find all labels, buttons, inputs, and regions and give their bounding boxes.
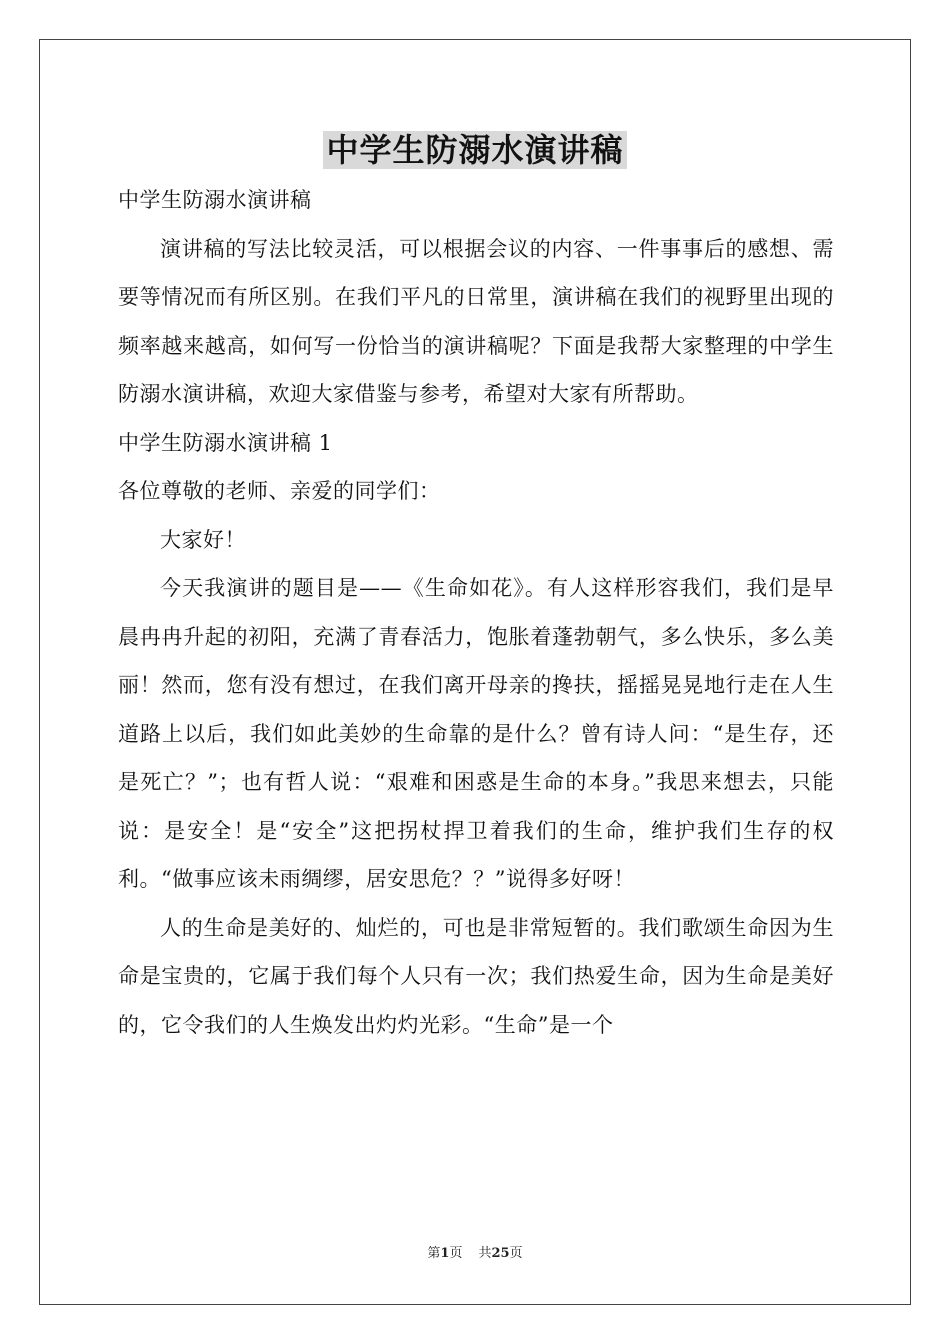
document-body <box>118 176 834 1049</box>
greeting-paragraph: 大家好！ <box>160 527 246 552</box>
page-number: 1 <box>440 1246 450 1261</box>
page-prefix: 第 <box>427 1246 441 1261</box>
document-title-text: 中学生防溺水演讲稿 <box>323 131 626 169</box>
page-total: 25 <box>491 1246 510 1261</box>
intro-paragraph: 演讲稿的写法比较灵活，可以根据会议的内容、一件事事后的感想、需要等情况而有所区别。在我们平凡的日常里，演讲稿在我们的视野里出现的频率越来越高，如何写一份恰当的演讲稿呢？下面是我帮大家整理的中学生防溺水演讲稿，欢迎大家借鉴与参考，希望对大家有所帮助。 <box>118 236 834 406</box>
page-footer <box>0 1244 950 1264</box>
section-heading: 中学生防溺水演讲稿 1 <box>118 430 333 455</box>
subtitle-paragraph: 中学生防溺水演讲稿 <box>118 188 312 212</box>
total-suffix: 页 <box>509 1246 523 1261</box>
page-suffix: 页 <box>449 1246 463 1261</box>
body-paragraph: 今天我演讲的题目是——《生命如花》。有人这样形容我们，我们是早晨冉冉升起的初阳，充满了青春活力，饱胀着蓬勃朝气，多么快乐，多么美丽！然而，您有没有想过，在我们离开母亲的搀扶，摇摇晃晃地行走在人生道路上以后，我们如此美妙的生命靠的是什么？曾有诗人问：“是生存，还是死亡？”；也有哲人说：“艰难和困惑是生命的本身。”我思来想去，只能说：是安全！是“安全”这把拐杖捍卫着我们的生命，维护我们生存的权利。“做事应该未雨绸缪，居安思危？？”说得多好呀！ <box>118 576 834 891</box>
salutation-paragraph: 各位尊敬的老师、亲爱的同学们： <box>118 479 441 503</box>
document-title <box>0 126 950 174</box>
total-prefix: 共 <box>478 1246 492 1261</box>
body-paragraph: 人的生命是美好的、灿烂的，可也是非常短暂的。我们歌颂生命因为生命是宝贵的，它属于我们每个人只有一次；我们热爱生命，因为生命是美好的，它令我们的人生焕发出灼灼光彩。“生命”是一个 <box>118 915 834 1037</box>
